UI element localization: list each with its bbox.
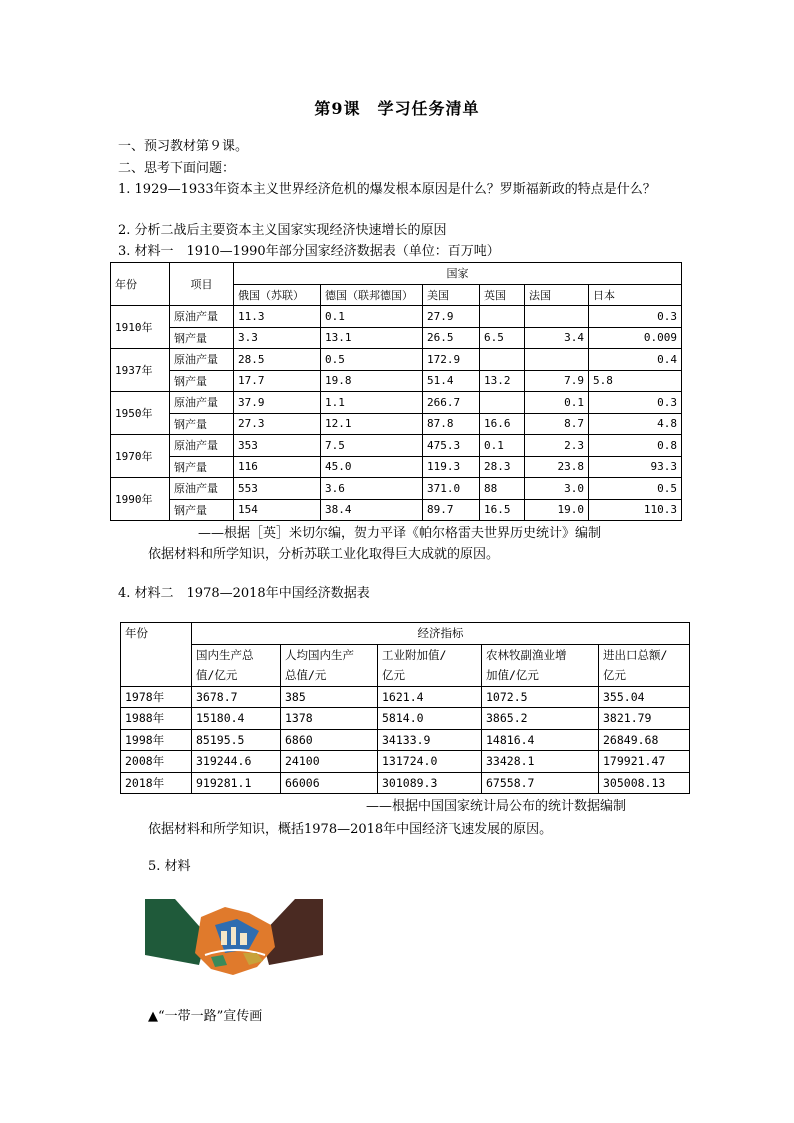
table-cell: 3678.7: [192, 686, 281, 708]
table-row: [111, 349, 682, 371]
table1-col-header: 法国: [525, 284, 589, 306]
table-cell: 116: [234, 456, 321, 478]
table1-question: 依据材料和所学知识，分析苏联工业化取得巨大成就的原因。: [148, 547, 500, 562]
table-row: [121, 729, 690, 751]
table-row: [121, 772, 690, 794]
table1-item-cell: 钢产量: [170, 456, 234, 478]
table-cell: 305008.13: [599, 772, 690, 794]
table-cell: 0.1: [525, 392, 589, 414]
table-cell: 919281.1: [192, 772, 281, 794]
table2-col-header: 工业附加值/: [378, 644, 482, 665]
table1-header-item: 项目: [170, 263, 234, 306]
table-cell: 110.3: [589, 499, 682, 521]
table-cell: 0.3: [589, 392, 682, 414]
table-cell: 28.3: [480, 456, 525, 478]
table-cell: [525, 306, 589, 328]
table2-col-header: 亿元: [599, 665, 690, 686]
table1-col-header: 美国: [423, 284, 480, 306]
table-cell: 0.4: [589, 349, 682, 371]
table1-item-cell: 原油产量: [170, 306, 234, 328]
table-cell: 87.8: [423, 413, 480, 435]
question-3: 3. 材料一 1910—1990年部分国家经济数据表（单位：百万吨）: [118, 244, 500, 259]
table-cell: 38.4: [321, 499, 423, 521]
table-cell: 553: [234, 478, 321, 500]
table-cell: 13.2: [480, 370, 525, 392]
table-cell: 0.1: [480, 435, 525, 457]
table-cell: 0.8: [589, 435, 682, 457]
table-cell: 88: [480, 478, 525, 500]
table-cell: 27.3: [234, 413, 321, 435]
table-cell: 19.8: [321, 370, 423, 392]
table-cell: 1621.4: [378, 686, 482, 708]
table-cell: 24100: [281, 751, 378, 773]
table-cell: 3.3: [234, 327, 321, 349]
table-row: [111, 327, 682, 349]
page-title: 第9课 学习任务清单: [314, 99, 480, 118]
table2-col-header: 农林牧副渔业增: [482, 644, 599, 665]
table-cell: 93.3: [589, 456, 682, 478]
table1-col-header: 英国: [480, 284, 525, 306]
table-cell: 13.1: [321, 327, 423, 349]
table1-item-cell: 钢产量: [170, 370, 234, 392]
table2-col-header: 进出口总额/: [599, 644, 690, 665]
table1-year-cell: 1970年: [111, 435, 170, 478]
table1-header-country-group: 国家: [234, 263, 682, 285]
table-cell: 67558.7: [482, 772, 599, 794]
table-row: [111, 435, 682, 457]
table-row: [111, 499, 682, 521]
question-5: 5. 材料: [148, 859, 191, 874]
table-cell: 11.3: [234, 306, 321, 328]
table-cell: 475.3: [423, 435, 480, 457]
table2-col-header: 加值/亿元: [482, 665, 599, 686]
table-cell: 34133.9: [378, 729, 482, 751]
table-row: [111, 478, 682, 500]
table-cell: 2.3: [525, 435, 589, 457]
table-cell: 371.0: [423, 478, 480, 500]
handshake-icon: [145, 895, 323, 989]
table1-col-header: 德国（联邦德国）: [321, 284, 423, 306]
illustration-caption: ▲“一带一路”宣传画: [148, 1009, 263, 1024]
table-cell: 23.8: [525, 456, 589, 478]
table-cell: 89.7: [423, 499, 480, 521]
table-cell: 172.9: [423, 349, 480, 371]
table-cell: 14816.4: [482, 729, 599, 751]
table-cell: [480, 392, 525, 414]
table2-year-cell: 2018年: [121, 772, 192, 794]
table-cell: 7.9: [525, 370, 589, 392]
table-cell: 3821.79: [599, 708, 690, 730]
table-cell: 19.0: [525, 499, 589, 521]
table-cell: 6.5: [480, 327, 525, 349]
table1-item-cell: 原油产量: [170, 392, 234, 414]
question-1: 1. 1929—1933年资本主义世界经济危机的爆发根本原因是什么？罗斯福新政的特点是什么？: [118, 182, 656, 197]
table-cell: 66006: [281, 772, 378, 794]
table-cell: 1.1: [321, 392, 423, 414]
table-cell: 3865.2: [482, 708, 599, 730]
table2-source: ——根据中国国家统计局公布的统计数据编制: [366, 799, 627, 814]
table1-year-cell: 1990年: [111, 478, 170, 521]
table-cell: 1072.5: [482, 686, 599, 708]
table-cell: 3.0: [525, 478, 589, 500]
table-cell: 0.5: [321, 349, 423, 371]
table1-item-cell: 原油产量: [170, 478, 234, 500]
table-cell: 5814.0: [378, 708, 482, 730]
table2-col-header: 值/亿元: [192, 665, 281, 686]
table1-item-cell: 钢产量: [170, 499, 234, 521]
table-cell: 4.8: [589, 413, 682, 435]
table1-item-cell: 钢产量: [170, 327, 234, 349]
table2-col-header: 国内生产总: [192, 644, 281, 665]
table-cell: [480, 349, 525, 371]
belt-road-handshake-illustration: [145, 895, 323, 989]
table-cell: 179921.47: [599, 751, 690, 773]
table-row: [111, 456, 682, 478]
table-cell: 0.009: [589, 327, 682, 349]
table-cell: 85195.5: [192, 729, 281, 751]
table-cell: 5.8: [589, 370, 682, 392]
table-cell: 37.9: [234, 392, 321, 414]
table2-header-year: 年份: [121, 623, 192, 687]
table-cell: 16.5: [480, 499, 525, 521]
table-row: [121, 751, 690, 773]
table-cell: 266.7: [423, 392, 480, 414]
table-china-economy: [120, 622, 690, 794]
table-cell: [525, 349, 589, 371]
question-2: 2. 分析二战后主要资本主义国家实现经济快速增长的原因: [118, 223, 447, 238]
table1-source: ——根据［英］米切尔编，贺力平译《帕尔格雷夫世界历史统计》编制: [198, 526, 602, 541]
table-cell: 131724.0: [378, 751, 482, 773]
table2-year-cell: 1978年: [121, 686, 192, 708]
table-cell: 3.4: [525, 327, 589, 349]
table1-col-header: 俄国（苏联）: [234, 284, 321, 306]
table2-year-cell: 2008年: [121, 751, 192, 773]
table-row: [121, 686, 690, 708]
table-cell: 0.1: [321, 306, 423, 328]
task-preview: 一、预习教材第９课。: [118, 139, 249, 154]
table1-year-cell: 1937年: [111, 349, 170, 392]
table-cell: 27.9: [423, 306, 480, 328]
table-cell: 17.7: [234, 370, 321, 392]
table-cell: 0.5: [589, 478, 682, 500]
table-row: [111, 370, 682, 392]
table-cell: 16.6: [480, 413, 525, 435]
table-cell: 26.5: [423, 327, 480, 349]
table2-year-cell: 1988年: [121, 708, 192, 730]
table-cell: 28.5: [234, 349, 321, 371]
table-cell: 1378: [281, 708, 378, 730]
question-4: 4. 材料二 1978—2018年中国经济数据表: [118, 586, 370, 601]
table-cell: 0.3: [589, 306, 682, 328]
table-cell: 26849.68: [599, 729, 690, 751]
table-cell: 119.3: [423, 456, 480, 478]
table-cell: 45.0: [321, 456, 423, 478]
table-row: [111, 392, 682, 414]
table1-item-cell: 原油产量: [170, 435, 234, 457]
table1-item-cell: 原油产量: [170, 349, 234, 371]
table-row: [111, 306, 682, 328]
table-cell: [480, 306, 525, 328]
table1-year-cell: 1950年: [111, 392, 170, 435]
table2-question: 依据材料和所学知识，概括1978—2018年中国经济飞速发展的原因。: [148, 822, 553, 837]
table-cell: 8.7: [525, 413, 589, 435]
table-cell: 154: [234, 499, 321, 521]
table-cell: 33428.1: [482, 751, 599, 773]
table2-year-cell: 1998年: [121, 729, 192, 751]
table-row: [111, 413, 682, 435]
table-cell: 6860: [281, 729, 378, 751]
table2-col-header: 人均国内生产: [281, 644, 378, 665]
table-cell: 7.5: [321, 435, 423, 457]
table-row: [121, 708, 690, 730]
task-think-heading: 二、思考下面问题：: [118, 161, 236, 176]
table-cell: 319244.6: [192, 751, 281, 773]
table-cell: 301089.3: [378, 772, 482, 794]
table-cell: 12.1: [321, 413, 423, 435]
table1-item-cell: 钢产量: [170, 413, 234, 435]
table-country-economy: [110, 262, 682, 521]
table2-col-header: 亿元: [378, 665, 482, 686]
table-cell: 353: [234, 435, 321, 457]
table-cell: 3.6: [321, 478, 423, 500]
table-cell: 51.4: [423, 370, 480, 392]
table1-header-year: 年份: [111, 263, 170, 306]
table2-header-indicator-group: 经济指标: [192, 623, 690, 645]
table1-col-header: 日本: [589, 284, 682, 306]
table-cell: 385: [281, 686, 378, 708]
table1-year-cell: 1910年: [111, 306, 170, 349]
table-cell: 355.04: [599, 686, 690, 708]
table2-col-header: 总值/元: [281, 665, 378, 686]
table-cell: 15180.4: [192, 708, 281, 730]
